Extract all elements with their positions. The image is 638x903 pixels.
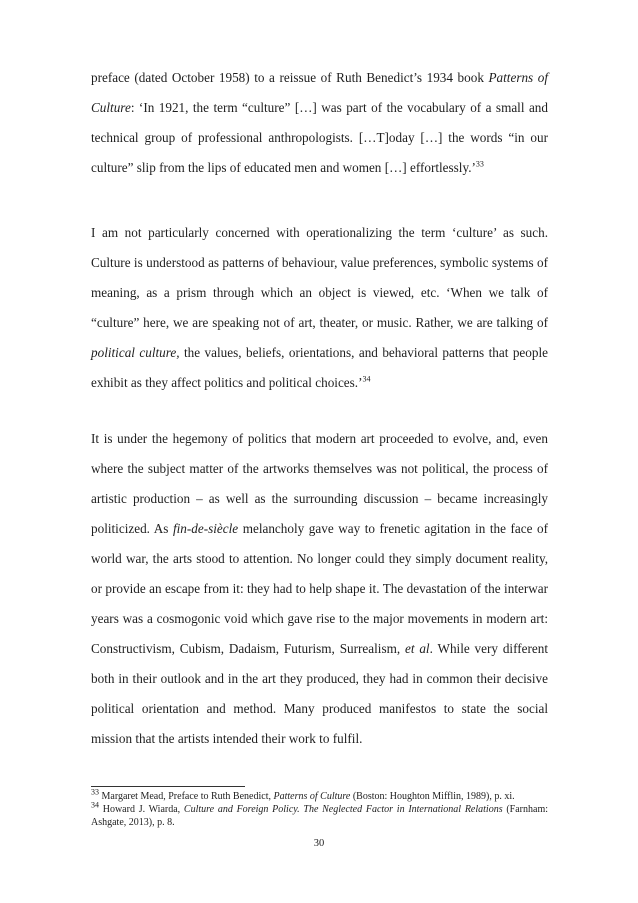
paragraph-2-italic-term: political culture,	[91, 345, 180, 360]
footnote-text-a: Howard J. Wiarda,	[99, 804, 184, 815]
footnote-italic-title: Culture and Foreign Policy. The Neglected Factor in International Relations	[183, 804, 503, 815]
paragraph-2-text-a: I am not particularly concerned with operationalizing the term ‘culture’ as such. Culture is understood as patterns of behaviour, value preferences, symbolic systems of meaning, as a prism through which an object is viewed, etc. ‘When we talk of “culture” here, we are speaking not of art, theater, or music. Rather, we are talking of	[91, 225, 548, 330]
paragraph-3-text-c: . While very different both in their outlook and in the art they produced, they had in common their decisive political orientation and method. Many produced manifestos to state the social mission that the artists intended their work to fulfil.	[91, 641, 548, 746]
paragraph-1-text-b: : ‘In 1921, the term “culture” […] was part of the vocabulary of a small and technical group of professional anthropologists. […T]oday […] the words “in our culture” slip from the lips of educated men and women […] effortlessly.’	[91, 100, 548, 175]
footnote-ref-33[interactable]: 33	[475, 159, 484, 169]
paragraph-1-text-a: preface (dated October 1958) to a reissue of Ruth Benedict’s 1934 book	[91, 70, 489, 85]
paragraph-3	[91, 424, 548, 754]
paragraph-2-text-b: the values, beliefs, orientations, and behavioral patterns that people exhibit as they affect politics and political choices.’	[91, 345, 548, 390]
paragraph-1-italic-title: Patterns of Culture	[91, 70, 548, 115]
footnote-34	[91, 800, 549, 829]
paragraph-3-italic-fin-de-siecle: fin-de-siècle	[172, 521, 239, 536]
paragraph-2	[91, 218, 548, 398]
footnote-ref-34[interactable]: 34	[362, 374, 371, 384]
paragraph-3-text-a: It is under the hegemony of politics that modern art proceeded to evolve, and, even where the subject matter of the artworks themselves was not political, the process of artistic production – as well as the surrounding discussion – became increasingly politicized. As	[91, 431, 548, 536]
footnote-text-b: (Farnham: Ashgate, 2013), p. 8.	[91, 804, 549, 828]
page-number: 30	[313, 838, 325, 849]
footnote-divider	[91, 786, 245, 787]
footnote-number: 34	[91, 800, 99, 810]
footnote-text-a: Margaret Mead, Preface to Ruth Benedict,	[99, 791, 274, 802]
footnote-33	[91, 787, 548, 803]
footnote-number: 33	[91, 787, 99, 797]
paragraph-1	[91, 63, 548, 183]
footnote-text-b: (Boston: Houghton Mifflin, 1989), p. xi.	[350, 791, 515, 802]
footnote-italic-title: Patterns of Culture	[273, 791, 351, 802]
footnotes	[91, 787, 549, 829]
paragraph-3-text-b: melancholy gave way to frenetic agitation in the face of world war, the arts stood to attention. No longer could they simply document reality, or provide an escape from it: they had to help shape it. The devastation of the interwar years was a cosmogonic void which gave rise to the major movements in modern art: Constructivism, Cubism, Dadaism, Futurism, Surrealism,	[91, 521, 548, 656]
paragraph-3-italic-et-al: et al	[404, 641, 430, 656]
